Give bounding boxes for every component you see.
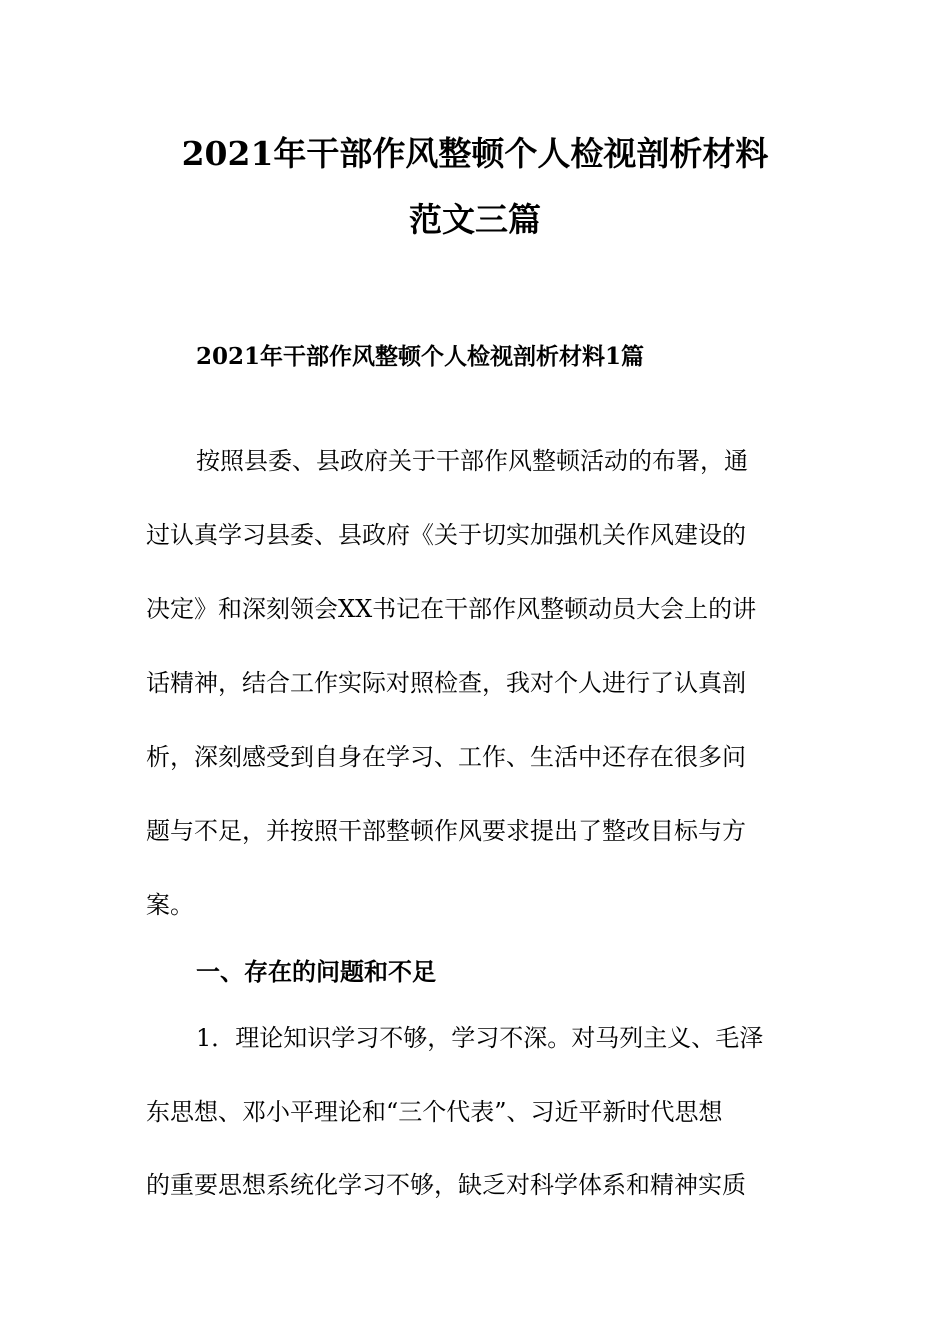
paragraph-line: 决定》和深刻领会XX书记在干部作风整顿动员大会上的讲: [146, 595, 757, 623]
document-title-line-2: 范文三篇: [409, 200, 541, 239]
article-subtitle: 2021年干部作风整顿个人检视剖析材料1篇: [196, 343, 645, 370]
document-title-line-1: 2021年干部作风整顿个人检视剖析材料: [181, 134, 769, 173]
paragraph-line: 过认真学习县委、县政府《关于切实加强机关作风建设的: [146, 521, 746, 549]
paragraph-line: 的重要思想系统化学习不够，缺乏对科学体系和精神实质: [146, 1171, 746, 1199]
paragraph-line: 1．理论知识学习不够，学习不深。对马列主义、毛泽: [196, 1024, 764, 1052]
paragraph-line: 按照县委、县政府关于干部作风整顿活动的布署，通: [196, 447, 748, 475]
paragraph-line: 案。: [146, 891, 194, 919]
section-heading: 一、存在的问题和不足: [196, 957, 436, 986]
paragraph-line: 东思想、邓小平理论和“三个代表”、习近平新时代思想: [146, 1098, 723, 1126]
paragraph-line: 话精神，结合工作实际对照检查，我对个人进行了认真剖: [146, 669, 746, 697]
paragraph-line: 析，深刻感受到自身在学习、工作、生活中还存在很多问: [146, 743, 746, 771]
paragraph-line: 题与不足，并按照干部整顿作风要求提出了整改目标与方: [146, 817, 746, 845]
